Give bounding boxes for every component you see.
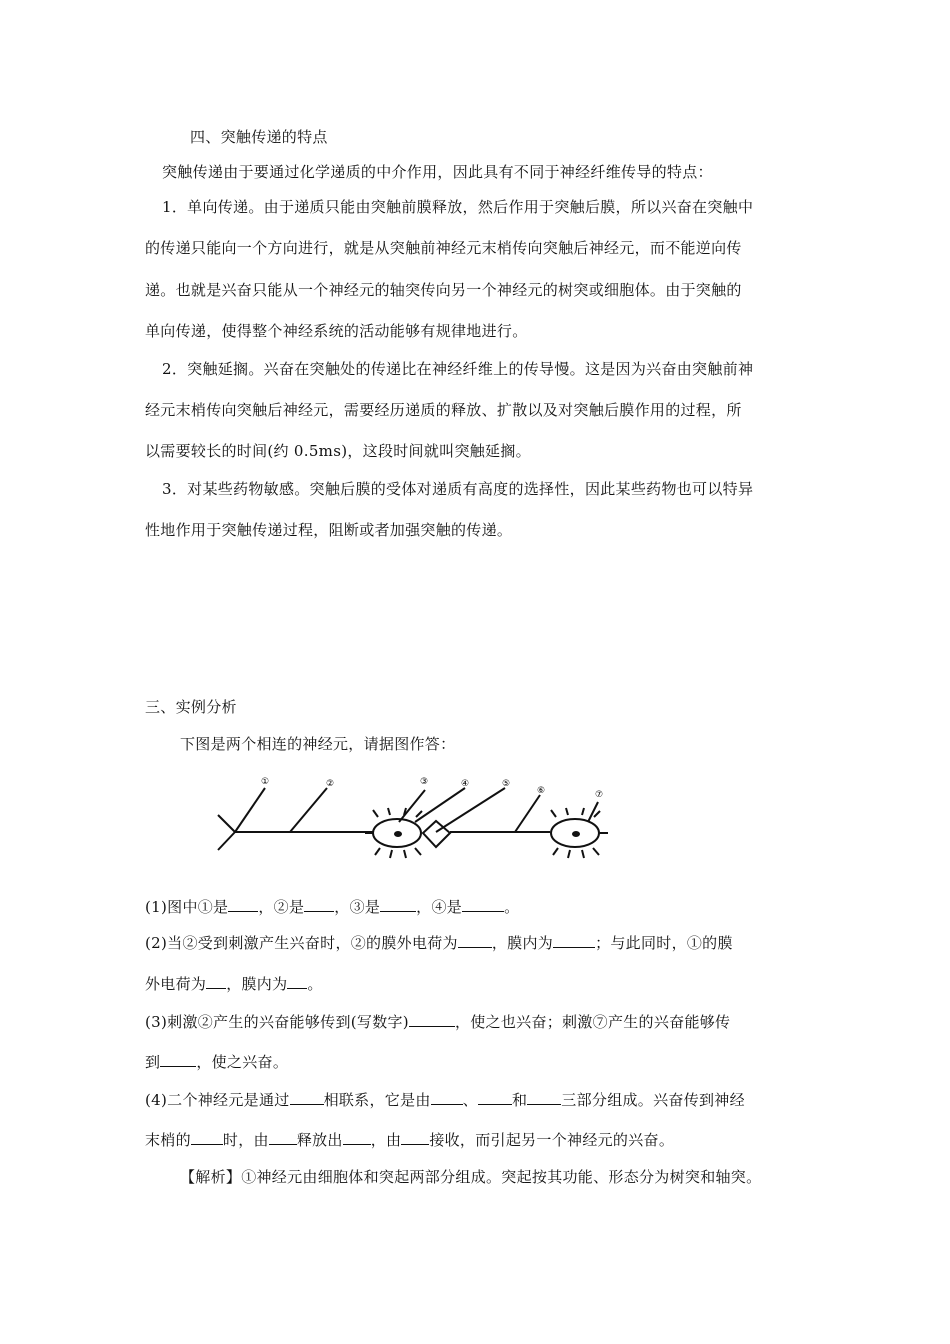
pointer-5 xyxy=(436,788,505,832)
q4-blank-8[interactable] xyxy=(401,1130,429,1145)
paragraph-3-line-2: 性地作用于突触传递过程，阻断或者加强突触的传递。 xyxy=(145,521,513,539)
question-4-line-1 xyxy=(145,1090,745,1110)
branch-2 xyxy=(290,788,327,832)
label-4: ④ xyxy=(461,779,470,789)
analysis-text: 【解析】①神经元由细胞体和突起两部分组成。突起按其功能、形态分为树突和轴突。 xyxy=(180,1168,762,1186)
q2-text-f: 。 xyxy=(307,975,323,993)
q4-text-e: 三部分组成。兴奋传到神经 xyxy=(561,1091,745,1109)
question-2-line-1 xyxy=(145,933,733,953)
q4-blank-5[interactable] xyxy=(191,1130,223,1145)
q3-text-c: 到 xyxy=(145,1053,161,1071)
dendrite-upper xyxy=(218,815,235,832)
label-1: ① xyxy=(261,777,270,787)
q1-text-b: ，②是 xyxy=(258,898,305,916)
q1-blank-1[interactable] xyxy=(228,897,258,912)
q1-blank-4[interactable] xyxy=(462,897,504,912)
nucleus-1 xyxy=(394,831,402,837)
paragraph-3-line-1: 3．对某些药物敏感。突触后膜的受体对递质有高度的选择性，因此某些药物也可以特异 xyxy=(162,480,754,498)
label-3: ③ xyxy=(420,777,429,787)
label-2: ② xyxy=(326,779,335,789)
q2-blank-2[interactable] xyxy=(553,933,595,948)
q1-text-a: (1)图中①是 xyxy=(145,898,229,916)
paragraph-2-line-3: 以需要较长的时间(约 0.5ms)，这段时间就叫突触延搁。 xyxy=(145,442,531,460)
q4-text-a: (4)二个神经元是通过 xyxy=(145,1091,290,1109)
branch-1 xyxy=(235,788,265,832)
label-7: ⑦ xyxy=(595,790,604,800)
q2-text-b: ，膜内为 xyxy=(491,934,554,952)
q4-text-f: 末梢的 xyxy=(145,1131,191,1149)
q2-blank-1[interactable] xyxy=(458,933,492,948)
question-2-line-2 xyxy=(145,974,323,994)
label-5: ⑤ xyxy=(502,779,511,789)
q4-text-j: 接收，而引起另一个神经元的兴奋。 xyxy=(429,1131,675,1149)
paragraph-2-line-2: 经元末梢传向突触后神经元，需要经历递质的释放、扩散以及对突触后膜作用的过程，所 xyxy=(145,401,742,419)
q3-blank-2[interactable] xyxy=(160,1052,196,1067)
section-intro: 突触传递由于要通过化学递质的中介作用，因此具有不同于神经纤维传导的特点： xyxy=(162,163,713,181)
q3-text-b: ，使之也兴奋；刺激⑦产生的兴奋能够传 xyxy=(454,1013,731,1031)
q1-text-e: 。 xyxy=(504,898,520,916)
question-3-line-1 xyxy=(145,1012,730,1032)
q4-blank-4[interactable] xyxy=(527,1090,561,1105)
q1-text-d: ，④是 xyxy=(416,898,463,916)
q3-text-a: (3)刺激②产生的兴奋能够传到(写数字) xyxy=(145,1013,409,1031)
q4-text-d: 和 xyxy=(511,1091,528,1109)
section-title-4: 四、突触传递的特点 xyxy=(190,128,328,146)
paragraph-1-line-4: 单向传递，使得整个神经系统的活动能够有规律地进行。 xyxy=(145,322,528,340)
question-4-line-2 xyxy=(145,1130,674,1150)
q4-text-c: 、 xyxy=(462,1091,478,1109)
question-3-line-2 xyxy=(145,1052,288,1072)
question-1 xyxy=(145,897,519,917)
paragraph-2-line-1: 2．突触延搁。兴奋在突触处的传递比在神经纤维上的传导慢。这是因为兴奋由突触前神 xyxy=(162,360,754,378)
q4-blank-2[interactable] xyxy=(431,1090,463,1105)
q2-blank-3[interactable] xyxy=(206,974,226,989)
paragraph-1-line-1: 1．单向传递。由于递质只能由突触前膜释放，然后作用于突触后膜，所以兴奋在突触中 xyxy=(162,198,754,216)
q2-text-d: 外电荷为 xyxy=(145,975,207,993)
paragraph-1-line-2: 的传递只能向一个方向进行，就是从突触前神经元末梢传向突触后神经元，而不能逆向传 xyxy=(145,239,742,257)
neuron-diagram xyxy=(210,770,630,860)
q1-text-c: ，③是 xyxy=(334,898,381,916)
q1-blank-3[interactable] xyxy=(380,897,416,912)
two-neurons-figure xyxy=(210,770,630,860)
pointer-6 xyxy=(515,795,540,832)
q4-text-b: 相联系，它是由 xyxy=(323,1091,431,1109)
nucleus-2 xyxy=(572,831,580,837)
q2-text-e: ，膜内为 xyxy=(226,975,288,993)
q4-text-g: 时，由 xyxy=(222,1131,269,1149)
paragraph-1-line-3: 递。也就是兴奋只能从一个神经元的轴突传向另一个神经元的树突或细胞体。由于突触的 xyxy=(145,281,742,299)
q4-text-i: ，由 xyxy=(370,1131,402,1149)
q3-text-d: ，使之兴奋。 xyxy=(196,1053,289,1071)
q1-blank-2[interactable] xyxy=(304,897,334,912)
q4-blank-1[interactable] xyxy=(290,1090,324,1105)
q4-blank-3[interactable] xyxy=(478,1090,512,1105)
q2-blank-4[interactable] xyxy=(287,974,307,989)
question-prompt: 下图是两个相连的神经元，请据图作答： xyxy=(180,735,456,753)
q3-blank-1[interactable] xyxy=(409,1012,455,1027)
section-title-3: 三、实例分析 xyxy=(145,698,237,716)
q2-text-c: ；与此同时，①的膜 xyxy=(595,934,733,952)
q4-blank-6[interactable] xyxy=(269,1130,297,1145)
q4-blank-7[interactable] xyxy=(343,1130,371,1145)
dendrite-lower xyxy=(218,832,235,850)
label-6: ⑥ xyxy=(537,786,546,796)
pointer-7 xyxy=(588,802,598,822)
q2-text-a: (2)当②受到刺激产生兴奋时，②的膜外电荷为 xyxy=(145,934,458,952)
q4-text-h: 释放出 xyxy=(296,1131,343,1149)
